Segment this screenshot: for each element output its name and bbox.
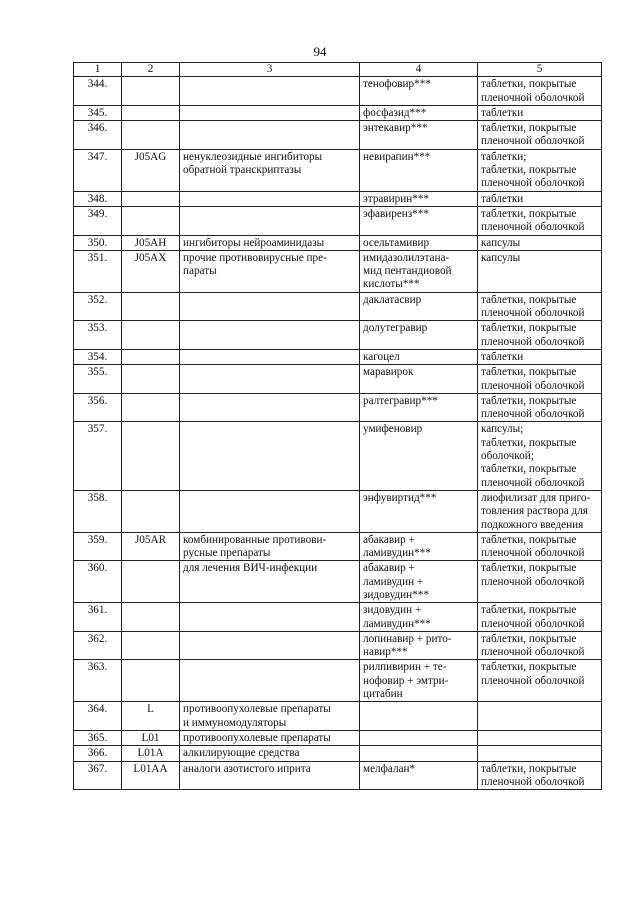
drug-name-cell <box>360 746 478 761</box>
drug-name-cell: зидовудин + ламивудин*** <box>360 603 478 632</box>
group-name-cell <box>180 292 360 321</box>
row-number-cell: 346. <box>74 121 122 150</box>
atc-code-cell <box>122 292 180 321</box>
group-name-cell: противоопухолевые препараты <box>180 730 360 745</box>
drug-name-cell: лопинавир + рито- навир*** <box>360 631 478 660</box>
group-name-cell <box>180 603 360 632</box>
atc-code-cell <box>122 206 180 235</box>
group-name-cell: для лечения ВИЧ-инфекции <box>180 561 360 603</box>
table-header-row <box>74 63 602 77</box>
atc-code-cell <box>122 365 180 394</box>
dosage-form-cell: таблетки <box>478 191 602 206</box>
dosage-form-cell <box>478 746 602 761</box>
group-name-cell <box>180 77 360 106</box>
group-name-cell <box>180 393 360 422</box>
drug-name-cell: фосфазид*** <box>360 105 478 120</box>
dosage-form-cell: таблетки, покрытые пленочной оболочкой <box>478 561 602 603</box>
group-name-cell: прочие противовирусные пре- параты <box>180 250 360 292</box>
group-name-cell <box>180 191 360 206</box>
group-name-cell <box>180 490 360 532</box>
drug-name-cell: абакавир + ламивудин + зидовудин*** <box>360 561 478 603</box>
dosage-form-cell: таблетки, покрытые пленочной оболочкой <box>478 532 602 561</box>
group-name-cell <box>180 422 360 490</box>
row-number-cell: 357. <box>74 422 122 490</box>
atc-code-cell: L01A <box>122 746 180 761</box>
table-row <box>74 660 602 702</box>
row-number-cell: 356. <box>74 393 122 422</box>
drug-name-cell: энфувиртид*** <box>360 490 478 532</box>
table-row <box>74 532 602 561</box>
dosage-form-cell: таблетки, покрытые пленочной оболочкой <box>478 603 602 632</box>
dosage-form-cell: таблетки, покрытые пленочной оболочкой <box>478 121 602 150</box>
atc-code-cell: J05AX <box>122 250 180 292</box>
drug-name-cell: маравирок <box>360 365 478 394</box>
table-row <box>74 105 602 120</box>
row-number-cell: 363. <box>74 660 122 702</box>
dosage-form-cell <box>478 702 602 731</box>
group-name-cell <box>180 206 360 235</box>
table-row <box>74 490 602 532</box>
table-row <box>74 631 602 660</box>
column-header-5: 5 <box>478 63 602 77</box>
drug-name-cell: кагоцел <box>360 349 478 364</box>
drug-name-cell: умифеновир <box>360 422 478 490</box>
dosage-form-cell: лиофилизат для приго- товления раствора для подкожного введения <box>478 490 602 532</box>
table-row <box>74 561 602 603</box>
atc-code-cell <box>122 121 180 150</box>
drug-name-cell: ралтегравир*** <box>360 393 478 422</box>
atc-code-cell <box>122 422 180 490</box>
group-name-cell <box>180 321 360 350</box>
row-number-cell: 344. <box>74 77 122 106</box>
drug-name-cell: рилпивирин + те- нофовир + эмтри- цитабин <box>360 660 478 702</box>
table-row <box>74 206 602 235</box>
group-name-cell: ингибиторы нейроаминидазы <box>180 235 360 250</box>
column-header-2: 2 <box>122 63 180 77</box>
table-row <box>74 121 602 150</box>
group-name-cell <box>180 121 360 150</box>
atc-code-cell <box>122 321 180 350</box>
dosage-form-cell: таблетки, покрытые пленочной оболочкой <box>478 365 602 394</box>
atc-code-cell: J05AG <box>122 149 180 191</box>
row-number-cell: 367. <box>74 761 122 790</box>
table-row <box>74 730 602 745</box>
atc-code-cell: L01AA <box>122 761 180 790</box>
column-header-1: 1 <box>74 63 122 77</box>
row-number-cell: 358. <box>74 490 122 532</box>
atc-code-cell: J05AR <box>122 532 180 561</box>
dosage-form-cell: таблетки, покрытые пленочной оболочкой <box>478 660 602 702</box>
dosage-form-cell: капсулы <box>478 235 602 250</box>
drug-name-cell: абакавир + ламивудин*** <box>360 532 478 561</box>
row-number-cell: 360. <box>74 561 122 603</box>
row-number-cell: 365. <box>74 730 122 745</box>
group-name-cell <box>180 365 360 394</box>
group-name-cell <box>180 349 360 364</box>
dosage-form-cell <box>478 730 602 745</box>
row-number-cell: 354. <box>74 349 122 364</box>
table-row <box>74 321 602 350</box>
drug-name-cell: тенофовир*** <box>360 77 478 106</box>
atc-code-cell: L01 <box>122 730 180 745</box>
group-name-cell: комбинированные противови- русные препараты <box>180 532 360 561</box>
drug-name-cell: мелфалан* <box>360 761 478 790</box>
dosage-form-cell: таблетки, покрытые пленочной оболочкой <box>478 321 602 350</box>
row-number-cell: 350. <box>74 235 122 250</box>
column-header-4: 4 <box>360 63 478 77</box>
table-row <box>74 149 602 191</box>
drug-name-cell <box>360 730 478 745</box>
group-name-cell <box>180 105 360 120</box>
drug-name-cell <box>360 702 478 731</box>
table-row <box>74 235 602 250</box>
row-number-cell: 351. <box>74 250 122 292</box>
atc-code-cell <box>122 561 180 603</box>
table-row <box>74 702 602 731</box>
atc-code-cell <box>122 349 180 364</box>
row-number-cell: 347. <box>74 149 122 191</box>
group-name-cell: алкилирующие средства <box>180 746 360 761</box>
dosage-form-cell: таблетки <box>478 349 602 364</box>
dosage-form-cell: капсулы; таблетки, покрытые оболочкой; таблетки, покрытые пленочной оболочкой <box>478 422 602 490</box>
table-row <box>74 365 602 394</box>
atc-code-cell <box>122 191 180 206</box>
row-number-cell: 353. <box>74 321 122 350</box>
group-name-cell: аналоги азотистого иприта <box>180 761 360 790</box>
drug-name-cell: эфавиренз*** <box>360 206 478 235</box>
atc-code-cell: L <box>122 702 180 731</box>
atc-code-cell <box>122 631 180 660</box>
dosage-form-cell: таблетки, покрытые пленочной оболочкой <box>478 761 602 790</box>
dosage-form-cell: капсулы <box>478 250 602 292</box>
table-row <box>74 349 602 364</box>
row-number-cell: 364. <box>74 702 122 731</box>
column-header-3: 3 <box>180 63 360 77</box>
table-row <box>74 761 602 790</box>
table-row <box>74 191 602 206</box>
table-row <box>74 292 602 321</box>
table-row <box>74 393 602 422</box>
row-number-cell: 362. <box>74 631 122 660</box>
table-row <box>74 746 602 761</box>
dosage-form-cell: таблетки; таблетки, покрытые пленочной оболочкой <box>478 149 602 191</box>
row-number-cell: 349. <box>74 206 122 235</box>
table-row <box>74 77 602 106</box>
table-body <box>74 77 602 790</box>
atc-code-cell <box>122 77 180 106</box>
dosage-form-cell: таблетки, покрытые пленочной оболочкой <box>478 77 602 106</box>
table-row <box>74 422 602 490</box>
row-number-cell: 355. <box>74 365 122 394</box>
drug-name-cell: имидазолилэтана- мид пентандиовой кислоты*** <box>360 250 478 292</box>
row-number-cell: 359. <box>74 532 122 561</box>
atc-code-cell: J05AH <box>122 235 180 250</box>
group-name-cell <box>180 631 360 660</box>
dosage-form-cell: таблетки, покрытые пленочной оболочкой <box>478 292 602 321</box>
page-number: 94 <box>313 44 327 59</box>
drug-name-cell: энтекавир*** <box>360 121 478 150</box>
dosage-form-cell: таблетки, покрытые пленочной оболочкой <box>478 393 602 422</box>
row-number-cell: 366. <box>74 746 122 761</box>
table-row <box>74 603 602 632</box>
atc-code-cell <box>122 105 180 120</box>
drug-name-cell: невирапин*** <box>360 149 478 191</box>
group-name-cell: противоопухолевые препараты и иммуномодуляторы <box>180 702 360 731</box>
dosage-form-cell: таблетки, покрытые пленочной оболочкой <box>478 631 602 660</box>
atc-code-cell <box>122 603 180 632</box>
row-number-cell: 345. <box>74 105 122 120</box>
dosage-form-cell: таблетки <box>478 105 602 120</box>
group-name-cell <box>180 660 360 702</box>
row-number-cell: 361. <box>74 603 122 632</box>
atc-code-cell <box>122 660 180 702</box>
row-number-cell: 352. <box>74 292 122 321</box>
group-name-cell: ненуклеозидные ингибиторы обратной транскриптазы <box>180 149 360 191</box>
dosage-form-cell: таблетки, покрытые пленочной оболочкой <box>478 206 602 235</box>
drug-list-table <box>73 62 602 790</box>
drug-name-cell: этравирин*** <box>360 191 478 206</box>
drug-name-cell: долутегравир <box>360 321 478 350</box>
table-row <box>74 250 602 292</box>
drug-name-cell: осельтамивир <box>360 235 478 250</box>
drug-name-cell: даклатасвир <box>360 292 478 321</box>
atc-code-cell <box>122 393 180 422</box>
row-number-cell: 348. <box>74 191 122 206</box>
atc-code-cell <box>122 490 180 532</box>
